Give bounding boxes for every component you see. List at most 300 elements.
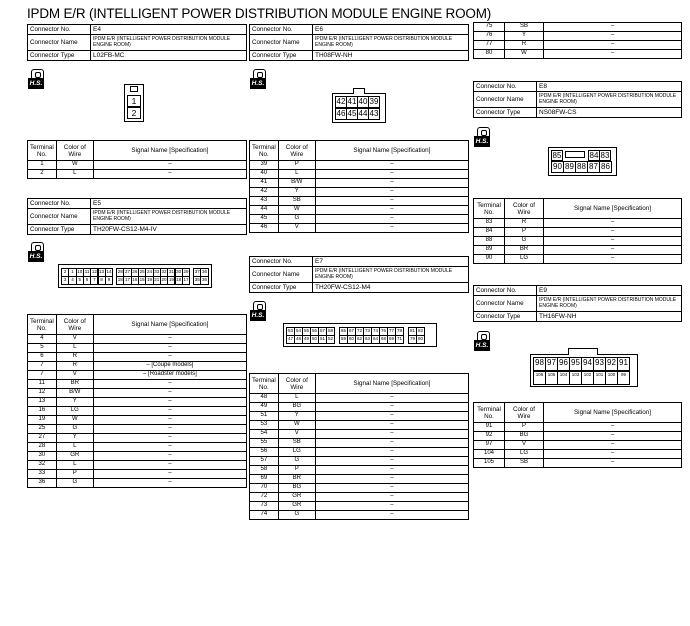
connector-e9-header: Connector No. E9 Connector Name IPDM E/R (INTELLIGENT POWER DISTRIBUTION MODULE ENGINE ROOM) Connector Type TH16FW-NH — [473, 285, 682, 322]
connector-e9-name: IPDM E/R (INTELLIGENT POWER DISTRIBUTION MODULE ENGINE ROOM) — [537, 296, 682, 312]
wire-color: R — [505, 41, 544, 50]
pin: 31 — [167, 268, 175, 277]
terminal-table-e9: Terminal No. Color of Wire Signal Name [Specification] 91 P – 92 BG – 97 V – 104 LG – 105 SB – — [473, 402, 682, 468]
table-row — [28, 407, 247, 416]
pin: 16 — [131, 276, 139, 285]
connector-e6-name: IPDM E/R (INTELLIGENT POWER DISTRIBUTION MODULE ENGINE ROOM) — [313, 35, 469, 51]
pin: 96 — [557, 357, 570, 371]
wire-color: LG — [56, 407, 93, 416]
terminal-no: 42 — [250, 188, 279, 197]
signal-name: – — [93, 470, 246, 479]
terminal-no: 11 — [28, 380, 57, 389]
pin: 62 — [355, 335, 364, 344]
pin: 89 — [563, 161, 576, 173]
wire-color: BR — [56, 380, 93, 389]
pin: 2 — [127, 107, 141, 119]
pin: 9 — [105, 276, 113, 285]
connector-e6-type: TH08FW-NH — [313, 51, 469, 61]
pin: 35 — [193, 276, 201, 285]
wire-color: L — [56, 344, 93, 353]
wire-color: L — [56, 443, 93, 452]
table-row — [250, 421, 469, 430]
connector-e5-no: E5 — [91, 199, 247, 209]
terminal-no: 40 — [250, 170, 279, 179]
wire-color: LG — [505, 255, 544, 264]
pin: 72 — [355, 327, 364, 336]
terminal-no: 28 — [28, 443, 57, 452]
connector-e9-no: E9 — [537, 286, 682, 296]
pin: 90 — [551, 161, 564, 173]
connector-e4-type: L02FB-MC — [91, 51, 247, 61]
table-row — [474, 450, 682, 459]
pin: 43 — [369, 109, 379, 118]
hs-icon: H.S. — [28, 242, 44, 262]
table-row — [28, 452, 247, 461]
wire-color: B/W — [278, 179, 315, 188]
connector-e5-name: IPDM E/R (INTELLIGENT POWER DISTRIBUTION MODULE ENGINE ROOM) — [91, 209, 247, 225]
table-row — [28, 398, 247, 407]
table-row — [250, 493, 469, 502]
table-row: 1 W – — [28, 161, 247, 170]
wire-color: W — [278, 421, 315, 430]
terminal-no: 76 — [474, 32, 505, 41]
connector-e7-type: TH20FW-CS12-M4 — [313, 283, 469, 293]
wire-color: V — [56, 335, 93, 344]
table-row — [250, 403, 469, 412]
table-row — [250, 466, 469, 475]
table-row — [250, 484, 469, 493]
pin: 19 — [145, 276, 153, 285]
pin: 86 — [599, 161, 612, 173]
pin: 69 — [387, 335, 396, 344]
pin: 14 — [105, 268, 113, 277]
pin: 80 — [416, 335, 425, 344]
connector-e4-no: E4 — [91, 25, 247, 35]
signal-name: – — [315, 188, 468, 197]
terminal-no: 75 — [474, 23, 505, 32]
pin: 33 — [153, 268, 161, 277]
table-row — [250, 179, 469, 188]
signal-name: – — [544, 50, 682, 59]
pin: 105 — [545, 371, 558, 385]
signal-name: – — [544, 441, 682, 450]
pin: 20 — [160, 276, 168, 285]
wire-color: P — [505, 423, 544, 432]
terminal-no: 73 — [250, 502, 279, 511]
table-row — [250, 502, 469, 511]
terminal-no: 25 — [28, 425, 57, 434]
signal-name: – — [93, 425, 246, 434]
table-row — [474, 255, 682, 264]
signal-name: – — [93, 398, 246, 407]
pin: 1 — [127, 95, 141, 107]
wire-color: G — [278, 511, 315, 520]
terminal-no: 7 — [28, 362, 57, 371]
terminal-no: 104 — [474, 450, 505, 459]
pin: 51 — [318, 335, 327, 344]
terminal-no: 77 — [474, 41, 505, 50]
wire-color: W — [505, 50, 544, 59]
signal-name: – — [315, 448, 468, 457]
pin: 6 — [83, 276, 91, 285]
terminal-no: 69 — [250, 475, 279, 484]
terminal-no: 92 — [474, 432, 505, 441]
signal-name: – — [315, 439, 468, 448]
signal-name: – — [315, 224, 468, 233]
signal-name: – — [315, 215, 468, 224]
wire-color: L — [278, 394, 315, 403]
connector-e7-header: Connector No. E7 Connector Name IPDM E/R (INTELLIGENT POWER DISTRIBUTION MODULE ENGINE ROOM) Connector Type TH20FW-CS12-M4 — [249, 256, 469, 293]
pin: 67 — [347, 327, 356, 336]
pin: 106 — [533, 371, 546, 385]
wire-color: Y — [505, 32, 544, 41]
signal-name: – — [315, 484, 468, 493]
pin: 18 — [175, 276, 183, 285]
pin: 50 — [310, 335, 319, 344]
table-row — [28, 443, 247, 452]
pin: 83 — [600, 151, 610, 160]
pin: 25 — [138, 268, 146, 277]
wire-color: W — [278, 206, 315, 215]
wire-color: BG — [278, 484, 315, 493]
pin: 19 — [167, 276, 175, 285]
pin: 64 — [371, 335, 380, 344]
pin: 42 — [336, 97, 346, 106]
table-row — [474, 246, 682, 255]
signal-name: – — [93, 344, 246, 353]
pin: 40 — [358, 97, 368, 106]
signal-name: – — [93, 389, 246, 398]
pin: 59 — [339, 335, 348, 344]
pin: 32 — [160, 268, 168, 277]
pin: 81 — [408, 327, 417, 336]
connector-e5-header: Connector No. E5 Connector Name IPDM E/R (INTELLIGENT POWER DISTRIBUTION MODULE ENGINE ROOM) Connector Type TH20FW-CS12-M4-IV — [27, 198, 247, 235]
wire-color: V — [278, 224, 315, 233]
table-row — [28, 362, 247, 371]
pin: 94 — [581, 357, 594, 371]
pin: 45 — [347, 109, 357, 118]
wire-color: R — [56, 353, 93, 362]
pin: 95 — [569, 357, 582, 371]
signal-name: – — [544, 246, 682, 255]
pin: 60 — [347, 335, 356, 344]
terminal-table-e8: Terminal No. Color of Wire Signal Name [Specification] 83 R – 84 P – 88 G – 89 BR – 90 LG – — [473, 198, 682, 264]
wire-color: SB — [505, 23, 544, 32]
terminal-no: 53 — [250, 421, 279, 430]
connector-lock-icon — [130, 86, 138, 92]
signal-name: – — [544, 228, 682, 237]
pin: 74 — [371, 327, 380, 336]
terminal-no: 48 — [250, 394, 279, 403]
terminal-no: 58 — [250, 466, 279, 475]
signal-name: – — [315, 421, 468, 430]
wire-color: V — [278, 430, 315, 439]
terminal-no: 41 — [250, 179, 279, 188]
terminal-no: 84 — [474, 228, 505, 237]
table-row — [474, 423, 682, 432]
terminal-no: 91 — [474, 423, 505, 432]
signal-name: – — [315, 206, 468, 215]
wire-color: SB — [278, 439, 315, 448]
page-title: IPDM E/R (INTELLIGENT POWER DISTRIBUTION MODULE ENGINE ROOM) — [27, 6, 492, 21]
connector-lock-icon — [353, 88, 365, 94]
table-row: 2 L – — [28, 170, 247, 179]
wire-color: SB — [278, 197, 315, 206]
terminal-no: 27 — [28, 434, 57, 443]
signal-name: – — [544, 237, 682, 246]
pin: 41 — [347, 97, 357, 106]
pin: 54 — [294, 327, 303, 336]
terminal-no: 12 — [28, 389, 57, 398]
terminal-no: 90 — [474, 255, 505, 264]
table-row — [28, 470, 247, 479]
signal-name: – — [544, 41, 682, 50]
table-row — [250, 412, 469, 421]
table-row — [250, 215, 469, 224]
connector-e9-type: TH16FW-NH — [537, 312, 682, 322]
terminal-no: 19 — [28, 416, 57, 425]
connector-key-icon — [565, 151, 585, 158]
pin: 52 — [326, 335, 335, 344]
terminal-no: 30 — [28, 452, 57, 461]
signal-name: – — [315, 197, 468, 206]
connector-e4-header: Connector No. E4 Connector Name IPDM E/R (INTELLIGENT POWER DISTRIBUTION MODULE ENGINE ROOM) Connector Type L02FB-MC — [27, 24, 247, 61]
signal-name: – — [544, 459, 682, 468]
pin: 44 — [358, 109, 368, 118]
pin: 103 — [569, 371, 582, 385]
pin: 68 — [379, 335, 388, 344]
pin: 46 — [336, 109, 346, 118]
connector-e6-header: Connector No. E6 Connector Name IPDM E/R (INTELLIGENT POWER DISTRIBUTION MODULE ENGINE ROOM) Connector Type TH08FW-NH — [249, 24, 469, 61]
pin: 63 — [363, 335, 372, 344]
hs-icon: H.S. — [28, 69, 44, 89]
pin: 71 — [395, 335, 404, 344]
pin: 39 — [369, 97, 379, 106]
connector-e8-type: NS08FW-CS — [537, 108, 682, 118]
table-row — [250, 448, 469, 457]
table-row — [250, 161, 469, 170]
wire-color: G — [56, 479, 93, 488]
table-row — [474, 23, 682, 32]
signal-name: – — [315, 466, 468, 475]
terminal-no: 6 — [28, 353, 57, 362]
terminal-no: 97 — [474, 441, 505, 450]
terminal-no: 43 — [250, 197, 279, 206]
signal-name: – — [315, 430, 468, 439]
wire-color: L — [56, 461, 93, 470]
terminal-no: 105 — [474, 459, 505, 468]
pin: 93 — [593, 357, 606, 371]
terminal-table-e7: Terminal No. Color of Wire Signal Name [Specification] 48 L – 49 BG – 51 Y – 53 W – 54 V – 55 SB – 56 LG – 57 G – 58 P – 69 BR – 70 BG – 72 GR – 73 GR – 74 G – — [249, 373, 469, 520]
pin: 27 — [123, 268, 131, 277]
table-row — [28, 461, 247, 470]
table-row — [28, 389, 247, 398]
connector-e6-no: E6 — [313, 25, 469, 35]
pin: 12 — [90, 268, 98, 277]
terminal-no: 80 — [474, 50, 505, 59]
table-row — [28, 380, 247, 389]
signal-name: – — [315, 394, 468, 403]
signal-name: – — [544, 423, 682, 432]
pin: 7 — [90, 276, 98, 285]
terminal-no: 57 — [250, 457, 279, 466]
pin: 73 — [363, 327, 372, 336]
pin: 37 — [193, 268, 201, 277]
terminal-no: 13 — [28, 398, 57, 407]
table-row — [250, 511, 469, 520]
table-row — [28, 353, 247, 362]
wire-color: LG — [278, 448, 315, 457]
signal-name: – — [315, 403, 468, 412]
table-row — [250, 188, 469, 197]
pin: 98 — [533, 357, 546, 371]
terminal-no: 49 — [250, 403, 279, 412]
wire-color: R — [505, 219, 544, 228]
pin: 84 — [589, 151, 599, 160]
pin: 36 — [200, 268, 208, 277]
pin: 100 — [605, 371, 618, 385]
signal-name: – — [315, 493, 468, 502]
pin: 88 — [575, 161, 588, 173]
pin: 24 — [145, 268, 153, 277]
signal-name: – — [544, 255, 682, 264]
table-row — [250, 170, 469, 179]
signal-name: – — [315, 412, 468, 421]
terminal-no: 44 — [250, 206, 279, 215]
pin: 47 — [286, 335, 295, 344]
signal-name: – [Coupe models] — [93, 362, 246, 371]
terminal-no: 70 — [250, 484, 279, 493]
signal-name: – — [93, 443, 246, 452]
table-row — [474, 432, 682, 441]
table-row — [250, 206, 469, 215]
pin: 78 — [395, 327, 404, 336]
connector-lock-icon — [568, 348, 598, 355]
table-row — [474, 41, 682, 50]
connector-e4-name: IPDM E/R (INTELLIGENT POWER DISTRIBUTION MODULE ENGINE ROOM) — [91, 35, 247, 51]
pin: 102 — [581, 371, 594, 385]
wire-color: GR — [56, 452, 93, 461]
pin: 13 — [98, 268, 106, 277]
pin: 85 — [552, 151, 562, 160]
terminal-no: 56 — [250, 448, 279, 457]
pin: 97 — [545, 357, 558, 371]
pin: 55 — [302, 327, 311, 336]
terminal-no: 51 — [250, 412, 279, 421]
table-row — [250, 457, 469, 466]
pin: 21 — [153, 276, 161, 285]
table-row — [250, 394, 469, 403]
wire-color: P — [56, 470, 93, 479]
wire-color: GR — [278, 493, 315, 502]
hs-icon: H.S. — [474, 127, 490, 147]
table-row — [250, 475, 469, 484]
pin: 15 — [138, 276, 146, 285]
wire-color: LG — [505, 450, 544, 459]
pin: 57 — [318, 327, 327, 336]
wire-color: P — [278, 466, 315, 475]
signal-name: – — [544, 450, 682, 459]
table-row — [474, 459, 682, 468]
pin: 36 — [200, 276, 208, 285]
signal-name: – — [544, 32, 682, 41]
signal-name: – [Roadster models] — [93, 371, 246, 380]
hs-icon: H.S. — [250, 301, 266, 321]
pin: 82 — [416, 327, 425, 336]
wire-color: P — [505, 228, 544, 237]
wire-color: BG — [505, 432, 544, 441]
pin: 56 — [310, 327, 319, 336]
wire-color: BG — [278, 403, 315, 412]
table-row — [474, 32, 682, 41]
pin: 87 — [587, 161, 600, 173]
wire-color: Y — [278, 412, 315, 421]
terminal-no: 45 — [250, 215, 279, 224]
terminal-table-e5: Terminal No. Color of Wire Signal Name [Specification] 4 V – 5 L – 6 R – 7 R – [Coupe models] 7 V – [Roadster models] 11 BR – 12 B/W – 13 Y – 16 LG – 19 W – 25 G – 27 Y – 28 L – 30 GR – 32 L – 33 P – 36 G – — [27, 314, 247, 488]
pin: 58 — [326, 327, 335, 336]
terminal-no: 16 — [28, 407, 57, 416]
pin: 101 — [593, 371, 606, 385]
pin: 76 — [379, 327, 388, 336]
terminal-no: 39 — [250, 161, 279, 170]
pin: 29 — [182, 268, 190, 277]
signal-name: – — [544, 219, 682, 228]
signal-name: – — [315, 179, 468, 188]
terminal-no: 55 — [250, 439, 279, 448]
table-row — [250, 439, 469, 448]
pin: 10 — [76, 268, 84, 277]
wire-color: SB — [505, 459, 544, 468]
terminal-no: 7 — [28, 371, 57, 380]
terminal-table-e7-cont — [473, 22, 682, 59]
wire-color: G — [278, 215, 315, 224]
table-row — [28, 425, 247, 434]
signal-name: – — [315, 170, 468, 179]
connector-e5-type: TH20FW-CS12-M4-IV — [91, 225, 247, 235]
terminal-no: 33 — [28, 470, 57, 479]
signal-name: – — [93, 335, 246, 344]
table-row — [250, 224, 469, 233]
pin: 104 — [557, 371, 570, 385]
pin: 48 — [294, 335, 303, 344]
signal-name: – — [93, 380, 246, 389]
pin: 11 — [83, 268, 91, 277]
wire-color: Y — [56, 434, 93, 443]
hs-icon: H.S. — [474, 331, 490, 351]
wire-color: G — [56, 425, 93, 434]
pin: 30 — [175, 268, 183, 277]
signal-name: – — [315, 511, 468, 520]
pin: 53 — [286, 327, 295, 336]
table-row — [474, 441, 682, 450]
terminal-no: 88 — [474, 237, 505, 246]
pin: 2 — [61, 268, 69, 277]
pin: 17 — [123, 276, 131, 285]
table-row — [28, 344, 247, 353]
connector-e7-name: IPDM E/R (INTELLIGENT POWER DISTRIBUTION MODULE ENGINE ROOM) — [313, 267, 469, 283]
pin: 3 — [61, 276, 69, 285]
connector-e8-no: E8 — [537, 82, 682, 92]
wire-color: L — [278, 170, 315, 179]
pin: 28 — [116, 268, 124, 277]
connector-e8-name: IPDM E/R (INTELLIGENT POWER DISTRIBUTION MODULE ENGINE ROOM) — [537, 92, 682, 108]
terminal-no: 4 — [28, 335, 57, 344]
terminal-no: 5 — [28, 344, 57, 353]
connector-e7-no: E7 — [313, 257, 469, 267]
pin: 5 — [76, 276, 84, 285]
pin: 99 — [617, 371, 630, 385]
signal-name: – — [544, 432, 682, 441]
